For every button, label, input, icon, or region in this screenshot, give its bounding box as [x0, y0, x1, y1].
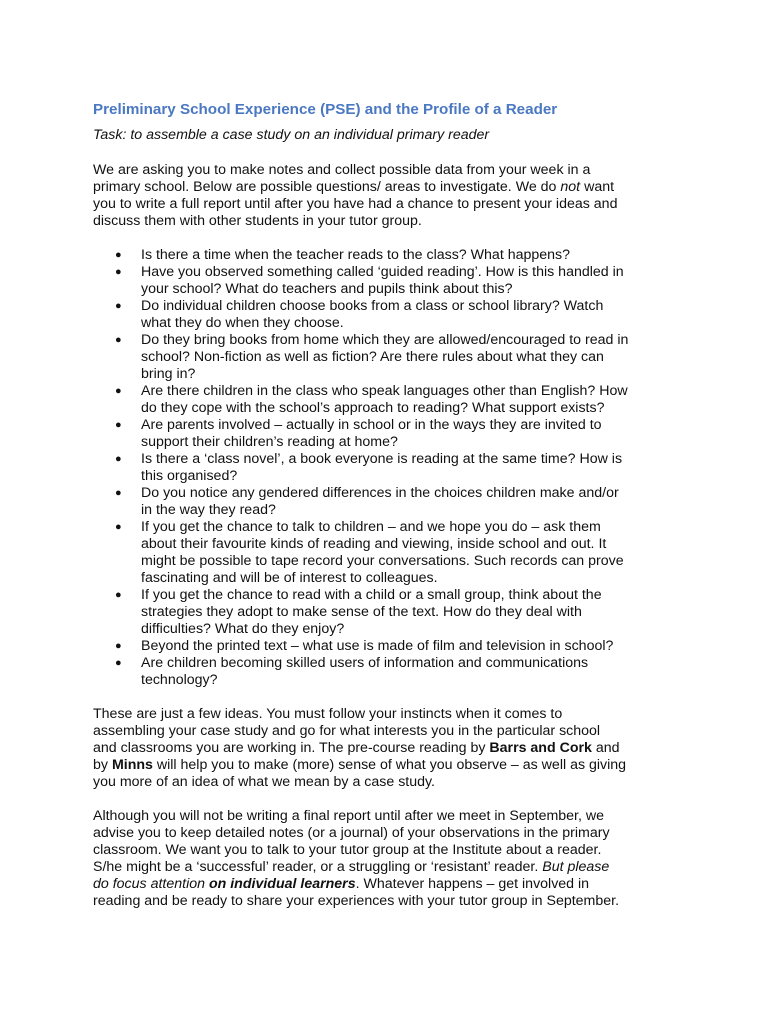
bullet-icon: ● — [115, 589, 122, 601]
bullet-icon: ● — [115, 385, 122, 397]
question-item — [93, 298, 683, 332]
question-item — [93, 519, 683, 587]
intro-text: primary school. Below are possible questions/ areas to investigate. We do — [93, 179, 561, 195]
ideas-text: by — [93, 757, 112, 773]
question-line: Is there a ‘class novel’, a book everyone is reading at the same time? How is — [141, 451, 623, 467]
question-line: technology? — [141, 672, 218, 688]
question-line: support their children’s reading at home? — [141, 434, 398, 450]
emphasis-individual-learners: on individual learners — [208, 876, 356, 892]
question-line: school? Non-fiction as well as fiction? Are there rules about what they can — [141, 349, 604, 365]
page-title: Preliminary School Experience (PSE) and the Profile of a Reader — [93, 101, 558, 118]
bullet-icon: ● — [115, 334, 122, 346]
question-line: If you get the chance to talk to children – and we hope you do – ask them — [141, 519, 601, 535]
journal-line — [93, 859, 683, 876]
intro-text: want — [580, 179, 615, 195]
bullet-icon: ● — [115, 419, 122, 431]
question-line: about their favourite kinds of reading and viewing, inside school and out. It — [141, 536, 607, 552]
document-page — [93, 100, 683, 910]
emphasis-focus: do focus attention — [93, 876, 209, 892]
bullet-icon: ● — [115, 300, 122, 312]
emphasis-not: not — [560, 179, 581, 195]
question-item — [93, 638, 683, 655]
intro-line: you to write a full report until after you have had a chance to present your ideas and — [93, 196, 618, 212]
ideas-text: will help you to make (more) sense of what you observe – as well as giving — [152, 757, 627, 773]
task-subtitle: Task: to assemble a case study on an individual primary reader — [93, 127, 490, 143]
emphasis-but-please: But please — [542, 859, 610, 875]
question-line: fascinating and will be of interest to colleagues. — [141, 570, 438, 586]
ideas-paragraph — [93, 706, 683, 791]
author-minns: Minns — [111, 757, 153, 773]
bullet-icon: ● — [115, 521, 122, 533]
intro-line: discuss them with other students in your tutor group. — [93, 213, 422, 229]
question-line: this organised? — [141, 468, 238, 484]
journal-line — [93, 876, 683, 893]
question-line: Are parents involved – actually in school or in the ways they are invited to — [141, 417, 602, 433]
bullet-icon: ● — [115, 487, 122, 499]
journal-line: advise you to keep detailed notes (or a journal) of your observations in the primary — [93, 825, 610, 841]
question-item — [93, 332, 683, 383]
question-line: Have you observed something called ‘guided reading’. How is this handled in — [141, 264, 624, 280]
bullet-icon: ● — [115, 657, 122, 669]
question-line: Do individual children choose books from a class or school library? Watch — [141, 298, 604, 314]
question-item — [93, 485, 683, 519]
journal-line: reading and be ready to share your experiences with your tutor group in September. — [93, 893, 620, 909]
ideas-line: you more of an idea of what we mean by a case study. — [93, 774, 436, 790]
question-line: do they cope with the school’s approach to reading? What support exists? — [141, 400, 605, 416]
question-item — [93, 264, 683, 298]
question-list — [93, 247, 683, 689]
journal-text: . Whatever happens – get involved in — [355, 876, 590, 892]
journal-line: Although you will not be writing a final report until after we meet in September, we — [93, 808, 605, 824]
journal-line: classroom. We want you to talk to your tutor group at the Institute about a reader. — [93, 842, 602, 858]
question-line: what they do when they choose. — [141, 315, 344, 331]
journal-text: S/he might be a ‘successful’ reader, or a struggling or ‘resistant’ reader. — [93, 859, 543, 875]
intro-line — [93, 179, 683, 196]
ideas-line: These are just a few ideas. You must follow your instincts when it comes to — [93, 706, 563, 722]
question-line: in the way they read? — [141, 502, 276, 518]
question-line: strategies they adopt to make sense of the text. How do they deal with — [141, 604, 582, 620]
ideas-line: assembling your case study and go for what interests you in the particular school — [93, 723, 601, 739]
question-line: Do they bring books from home which they are allowed/encouraged to read in — [141, 332, 629, 348]
question-line: difficulties? What do they enjoy? — [141, 621, 345, 637]
bullet-icon: ● — [115, 266, 122, 278]
bullet-icon: ● — [115, 640, 122, 652]
ideas-line — [93, 757, 683, 774]
journal-paragraph — [93, 808, 683, 910]
bullet-icon: ● — [115, 453, 122, 465]
intro-line: We are asking you to make notes and collect possible data from your week in a — [93, 162, 591, 178]
question-item — [93, 417, 683, 451]
ideas-line — [93, 740, 683, 757]
question-item — [93, 587, 683, 638]
question-line: bring in? — [141, 366, 196, 382]
question-line: If you get the chance to read with a child or a small group, think about the — [141, 587, 602, 603]
question-item — [93, 247, 683, 264]
ideas-text: and — [591, 740, 620, 756]
question-line: Are children becoming skilled users of information and communications — [141, 655, 589, 671]
question-line: Is there a time when the teacher reads to the class? What happens? — [141, 247, 571, 263]
question-line: Do you notice any gendered differences in the choices children make and/or — [141, 485, 619, 501]
question-item — [93, 383, 683, 417]
intro-paragraph — [93, 162, 683, 230]
question-line: Are there children in the class who speak languages other than English? How — [141, 383, 628, 399]
question-line: Beyond the printed text – what use is made of film and television in school? — [141, 638, 614, 654]
ideas-text: and classrooms you are working in. The pre-course reading by — [93, 740, 490, 756]
question-line: your school? What do teachers and pupils think about this? — [141, 281, 513, 297]
question-item — [93, 655, 683, 689]
question-item — [93, 451, 683, 485]
question-line: might be possible to tape record your conversations. Such records can prove — [141, 553, 624, 569]
bullet-icon: ● — [115, 249, 122, 261]
author-barrs-cork: Barrs and Cork — [489, 740, 592, 756]
